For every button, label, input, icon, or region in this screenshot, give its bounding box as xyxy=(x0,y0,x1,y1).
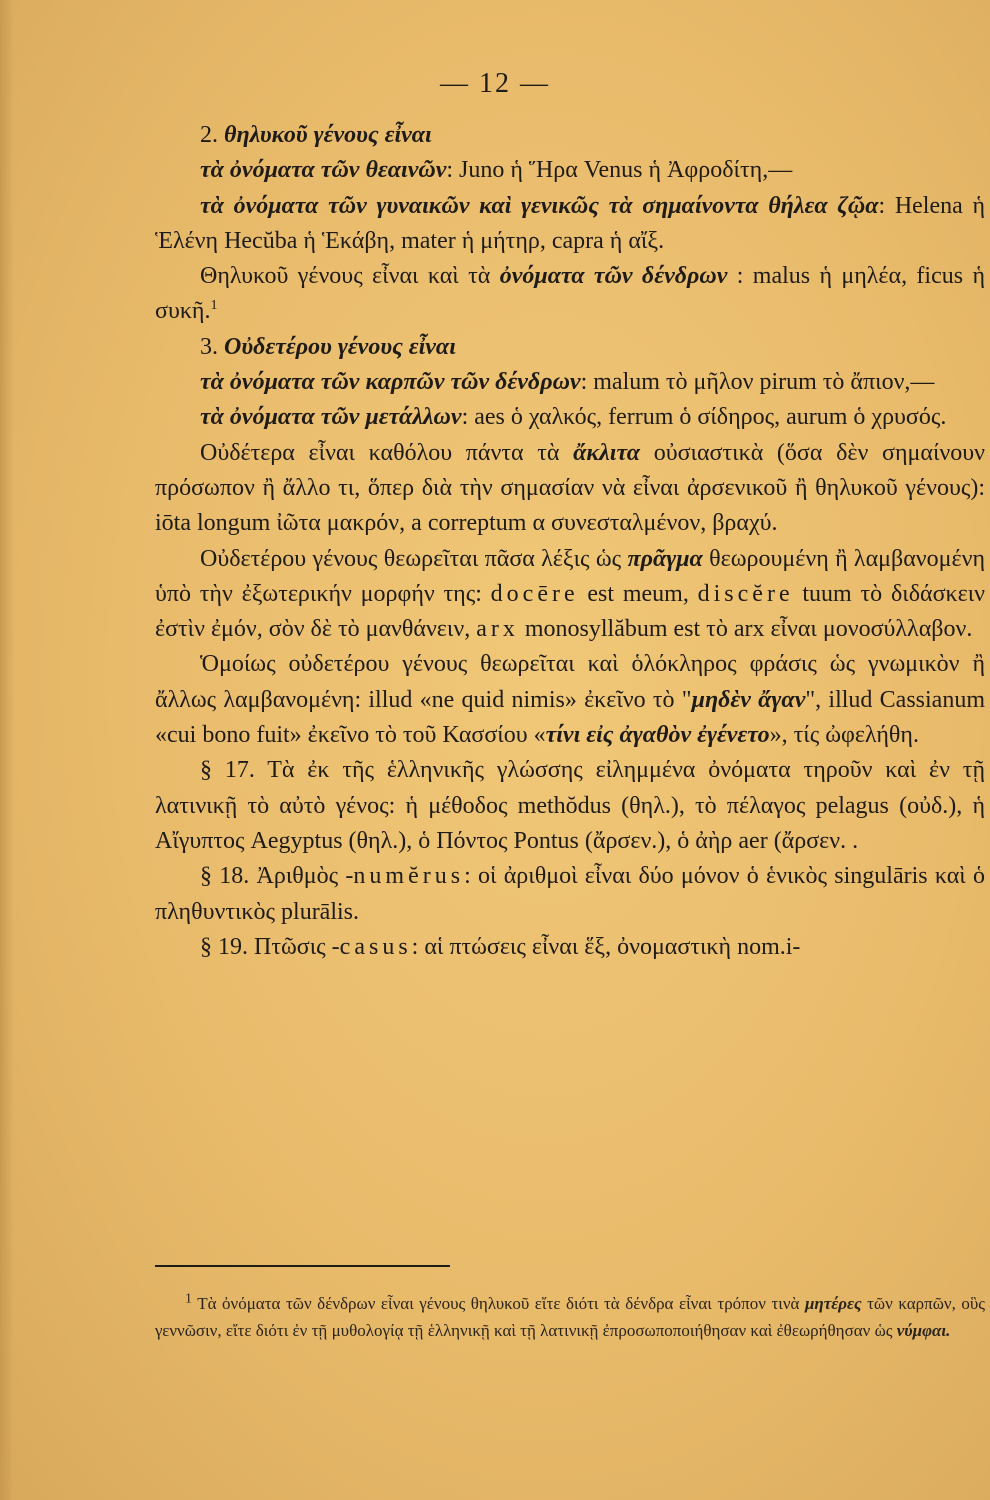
section-2-number: 2. xyxy=(200,122,218,148)
phrase-meden-agan: μηδὲν ἄγαν xyxy=(691,686,806,713)
footnote-ref[interactable]: 1 xyxy=(210,298,218,314)
phrase-cui-bono: τίνι εἰς ἀγαθὸν ἐγένετο xyxy=(545,722,770,749)
section-17 xyxy=(155,753,985,859)
footnote-mark: 1 xyxy=(185,1291,192,1307)
footnote-text xyxy=(155,1290,985,1344)
section-17-text: Τὰ ἐκ τῆς ἑλληνικῆς γλώσσης εἰλημμένα ὀνόματα τηροῦν καὶ ἐν τῇ λατινικῇ τὸ αὐτὸ γένος: ἡ μέθοδος methŏdus (θηλ.), τὸ πέλαγος pelagus (οὐδ.), ἡ Αἴγυπτος Aegyptus (θηλ.), ὁ Πόντος Pontus (ἄρσεν.), ὁ ἀὴρ aer (ἄρσεν. . xyxy=(155,757,986,854)
section-19-number: § 19. xyxy=(200,933,248,960)
pragma-intro: Οὐδετέρου γένους θεωρεῖται πᾶσα λέξις ὡς xyxy=(200,545,628,572)
metals-label: τὰ ὀνόματα τῶν μετάλλων xyxy=(200,404,462,431)
section-3-title: Οὐδετέρου γένους εἶναι xyxy=(224,333,456,360)
section-19-intro: Πτῶσις - xyxy=(248,933,340,960)
phrase-paragraph xyxy=(155,647,985,753)
trees-examples: : malus ἡ μηλέα, ficus ἡ συκῆ. xyxy=(155,263,985,325)
women-label: τὰ ὀνόματα τῶν γυναικῶν καὶ γενικῶς τὰ σημαίνοντα θήλεα ζῷα xyxy=(200,192,879,219)
metals-rule xyxy=(155,400,985,435)
section-18 xyxy=(155,859,985,930)
fruits-examples: : malum τὸ μῆλον pirum τὸ ἄπιον,— xyxy=(580,369,935,396)
goddesses-rule xyxy=(155,153,985,188)
trees-rule xyxy=(155,259,985,330)
footnote-meteres: μητέρες xyxy=(804,1294,862,1313)
page-edge-shadow xyxy=(0,0,14,1500)
section-3-number: 3. xyxy=(200,333,218,360)
section-18-intro: Ἀριθμὸς - xyxy=(249,863,354,890)
metals-examples: : aes ὁ χαλκός, ferrum ὁ σίδηρος, aurum ὁ χρυσός. xyxy=(461,404,947,431)
section-18-number: § 18. xyxy=(200,863,250,890)
aklita-term: ἄκλιτα xyxy=(573,439,641,466)
phrase-intro: Ὁμοίως οὐδετέρου γένους θεωρεῖται καὶ ὁλόκληρος φράσις ὡς γνωμικὸν ἢ ἄλλως λαμβανομένη: illud «ne quid nimis» ἐκεῖνο τὸ " xyxy=(155,651,985,713)
section-2-title: θηλυκοῦ γένους εἶναι xyxy=(224,122,432,148)
section-18-text: : οἱ ἀριθμοὶ εἶναι δύο μόνον ὁ ἑνικὸς singulāris καὶ ὁ πληθυντικὸς plurālis. xyxy=(155,863,986,925)
pragma-body-2: est meum, xyxy=(578,580,698,607)
spaced-discere: discĕre xyxy=(697,580,794,607)
goddesses-label: τὰ ὀνόματα τῶν θεαινῶν xyxy=(200,157,447,184)
goddesses-examples: : Juno ἡ Ἥρα Venus ἡ Ἀφροδίτη,— xyxy=(446,157,793,184)
spaced-numerus: numĕrus xyxy=(353,863,465,890)
footnote-intro: Τὰ ὀνόματα τῶν δένδρων εἶναι γένους θηλυκοῦ εἴτε διότι τὰ δένδρα εἶναι τρόπον τινὰ xyxy=(192,1294,805,1313)
spaced-casus: casus xyxy=(339,933,412,960)
aklita-body: οὐσιαστικὰ (ὅσα δὲν σημαίνουν πρόσωπον ἢ ἄλλο τι, ὅπερ διὰ τὴν σημασίαν νὰ εἶναι ἀρσενικοῦ ἢ θηλυκοῦ γένους): iōta longum ἰῶτα μακρόν, a correptum α συνεσταλμένον, βραχύ. xyxy=(155,439,985,537)
women-rule xyxy=(155,189,985,260)
women-examples: : Helena ἡ Ἑλένη Hecŭba ἡ Ἑκάβη, mater ἡ μήτηρ, capra ἡ αἴξ. xyxy=(155,192,985,254)
spaced-docere: docēre xyxy=(490,580,579,607)
footnote-nymphai: νύμφαι. xyxy=(896,1321,951,1340)
aklita-paragraph xyxy=(155,436,985,542)
pragma-body-1: θεωρουμένη ἢ λαμβανομένη ὑπὸ τὴν ἐξωτερικήν μορφήν της: xyxy=(155,545,985,607)
section-19 xyxy=(155,930,985,965)
page-number: — 12 — xyxy=(440,68,550,99)
phrase-end: », τίς ὠφελήθη. xyxy=(769,722,919,749)
pragma-paragraph xyxy=(155,542,985,648)
pragma-body-4: monosyllăbum est τὸ arx εἶναι μονοσύλλαβον. xyxy=(518,616,973,643)
spaced-arx: arx xyxy=(476,616,519,643)
section-19-text: : αἱ πτώσεις εἶναι ἕξ, ὀνομαστικὴ nom.i- xyxy=(411,933,801,960)
section-2-heading xyxy=(155,118,985,153)
fruits-label: τὰ ὀνόματα τῶν καρπῶν τῶν δένδρων xyxy=(200,369,581,396)
footnote-divider xyxy=(155,1265,450,1267)
main-text xyxy=(155,118,985,965)
aklita-intro: Οὐδέτερα εἶναι καθόλου πάντα τὰ xyxy=(200,439,574,466)
trees-label: ὀνόματα τῶν δένδρων xyxy=(499,263,728,290)
footnote-body: τῶν καρπῶν, οὓς γεννῶσιν, εἴτε διότι ἐν τῇ μυθολογίᾳ τῇ ἑλληνικῇ καὶ τῇ λατινικῇ ἐπροσωποποιήθησαν καὶ ἐθεωρήθησαν ὡς xyxy=(155,1294,985,1340)
fruits-rule xyxy=(155,365,985,400)
phrase-middle: ", illud Cassianum «cui bono fuit» ἐκεῖνο τὸ τοῦ Κασσίου « xyxy=(155,686,985,749)
section-3-heading xyxy=(155,330,985,365)
footnote xyxy=(155,1290,985,1344)
pragma-term: πρᾶγμα xyxy=(627,545,703,572)
pragma-body-3: tuum τὸ διδάσκειν ἐστὶν ἐμόν, σὸν δὲ τὸ μανθάνειν, xyxy=(155,580,986,643)
section-17-number: § 17. xyxy=(200,757,255,784)
trees-intro: Θηλυκοῦ γένους εἶναι καὶ τὰ xyxy=(200,263,500,290)
